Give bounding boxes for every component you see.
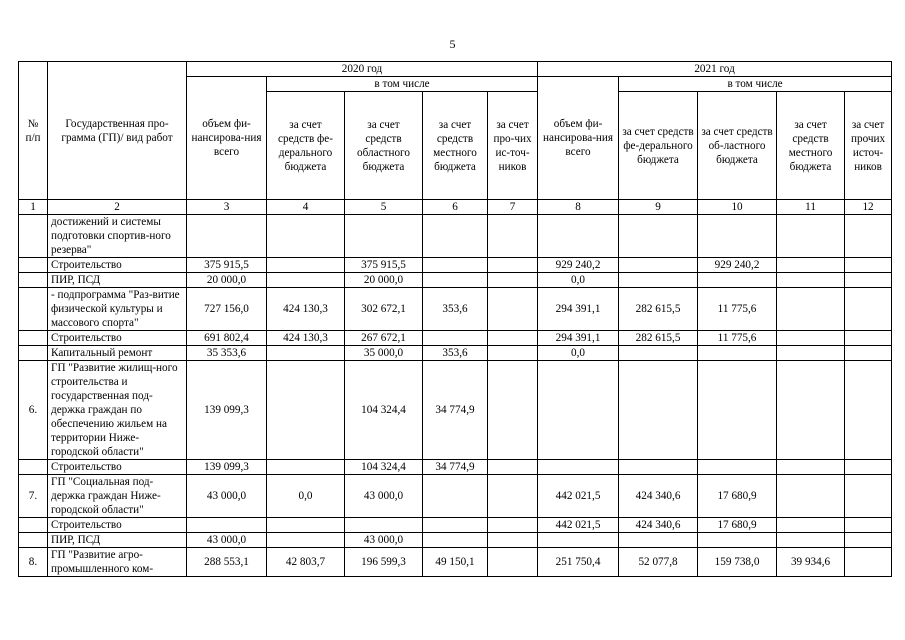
- column-number-cell: 8: [538, 200, 619, 215]
- value-cell: 11 775,6: [698, 288, 777, 331]
- value-cell: 42 803,7: [267, 548, 345, 577]
- value-cell: [619, 533, 698, 548]
- header-year-2021: 2021 год: [538, 62, 892, 77]
- value-cell: [488, 346, 538, 361]
- row-number-cell: [19, 460, 48, 475]
- value-cell: [777, 533, 845, 548]
- program-name-cell: достижений и системы подготовки спортив-ного резерва": [48, 215, 187, 258]
- value-cell: 49 150,1: [423, 548, 488, 577]
- value-cell: 0,0: [267, 475, 345, 518]
- column-number-cell: 12: [845, 200, 892, 215]
- value-cell: [423, 215, 488, 258]
- value-cell: 267 672,1: [345, 331, 423, 346]
- value-cell: [267, 518, 345, 533]
- value-cell: 139 099,3: [187, 361, 267, 460]
- value-cell: [777, 331, 845, 346]
- column-number-cell: 4: [267, 200, 345, 215]
- value-cell: [538, 361, 619, 460]
- value-cell: [845, 475, 892, 518]
- value-cell: [777, 518, 845, 533]
- column-number-cell: 3: [187, 200, 267, 215]
- value-cell: 159 738,0: [698, 548, 777, 577]
- program-name-cell: Строительство: [48, 460, 187, 475]
- header-total-2021: объем фи-нансирова-ния всего: [538, 77, 619, 200]
- value-cell: [488, 258, 538, 273]
- value-cell: [777, 273, 845, 288]
- header-year-2020: 2020 год: [187, 62, 538, 77]
- value-cell: [538, 460, 619, 475]
- table-row: [19, 548, 892, 577]
- table-row: [19, 518, 892, 533]
- value-cell: 251 750,4: [538, 548, 619, 577]
- value-cell: [488, 475, 538, 518]
- value-cell: 294 391,1: [538, 331, 619, 346]
- value-cell: 43 000,0: [187, 533, 267, 548]
- value-cell: [538, 533, 619, 548]
- table-row: [19, 460, 892, 475]
- value-cell: [845, 361, 892, 460]
- value-cell: 294 391,1: [538, 288, 619, 331]
- value-cell: 375 915,5: [187, 258, 267, 273]
- table-row: [19, 475, 892, 518]
- value-cell: [619, 273, 698, 288]
- row-number-cell: [19, 533, 48, 548]
- value-cell: [777, 475, 845, 518]
- value-cell: [267, 215, 345, 258]
- value-cell: [345, 518, 423, 533]
- header-local-2020: за счет средств местного бюджета: [423, 92, 488, 200]
- table-row: [19, 288, 892, 331]
- value-cell: [845, 460, 892, 475]
- header-including-2021: в том числе: [619, 77, 892, 92]
- value-cell: 139 099,3: [187, 460, 267, 475]
- value-cell: 34 774,9: [423, 460, 488, 475]
- table-row: [19, 258, 892, 273]
- value-cell: [187, 518, 267, 533]
- value-cell: 35 000,0: [345, 346, 423, 361]
- row-number-cell: [19, 331, 48, 346]
- value-cell: 52 077,8: [619, 548, 698, 577]
- column-number-cell: 11: [777, 200, 845, 215]
- value-cell: 17 680,9: [698, 518, 777, 533]
- value-cell: [698, 361, 777, 460]
- value-cell: [777, 361, 845, 460]
- header-regional-2020: за счет средств областного бюджета: [345, 92, 423, 200]
- value-cell: [777, 258, 845, 273]
- row-number-cell: [19, 273, 48, 288]
- column-number-cell: 2: [48, 200, 187, 215]
- table-row: [19, 533, 892, 548]
- value-cell: [267, 273, 345, 288]
- program-name-cell: Капитальный ремонт: [48, 346, 187, 361]
- value-cell: [777, 288, 845, 331]
- value-cell: [488, 518, 538, 533]
- value-cell: 43 000,0: [345, 533, 423, 548]
- header-including-2020: в том числе: [267, 77, 538, 92]
- value-cell: [777, 215, 845, 258]
- value-cell: [845, 548, 892, 577]
- value-cell: 282 615,5: [619, 331, 698, 346]
- value-cell: [423, 475, 488, 518]
- value-cell: [845, 533, 892, 548]
- header-col-no: № п/п: [19, 62, 48, 200]
- column-number-cell: 5: [345, 200, 423, 215]
- value-cell: 288 553,1: [187, 548, 267, 577]
- value-cell: 929 240,2: [538, 258, 619, 273]
- value-cell: 727 156,0: [187, 288, 267, 331]
- value-cell: 353,6: [423, 346, 488, 361]
- value-cell: [488, 460, 538, 475]
- header-other-2020: за счет про-чих ис-точ-ников: [488, 92, 538, 200]
- value-cell: 929 240,2: [698, 258, 777, 273]
- program-name-cell: ПИР, ПСД: [48, 533, 187, 548]
- value-cell: [619, 361, 698, 460]
- column-number-row: [19, 200, 892, 215]
- column-number-cell: 1: [19, 200, 48, 215]
- header-federal-2021: за счет средств фе-дерального бюджета: [619, 92, 698, 200]
- program-name-cell: Строительство: [48, 331, 187, 346]
- value-cell: [187, 215, 267, 258]
- value-cell: 11 775,6: [698, 331, 777, 346]
- value-cell: [777, 460, 845, 475]
- value-cell: 442 021,5: [538, 475, 619, 518]
- value-cell: [423, 533, 488, 548]
- row-number-cell: [19, 258, 48, 273]
- value-cell: [845, 331, 892, 346]
- program-name-cell: ГП "Развитие агро-промышленного ком-: [48, 548, 187, 577]
- value-cell: [619, 215, 698, 258]
- value-cell: [488, 288, 538, 331]
- value-cell: 39 934,6: [777, 548, 845, 577]
- value-cell: 43 000,0: [345, 475, 423, 518]
- header-regional-2021: за счет средств об-ластного бюджета: [698, 92, 777, 200]
- value-cell: [267, 361, 345, 460]
- header-col-program: Государственная про-грамма (ГП)/ вид работ: [48, 62, 187, 200]
- value-cell: 424 130,3: [267, 331, 345, 346]
- column-number-cell: 6: [423, 200, 488, 215]
- value-cell: [423, 331, 488, 346]
- header-federal-2020: за счет средств фе-дерального бюджета: [267, 92, 345, 200]
- value-cell: 691 802,4: [187, 331, 267, 346]
- table-body: [19, 215, 892, 577]
- column-number-cell: 7: [488, 200, 538, 215]
- value-cell: [698, 215, 777, 258]
- row-number-cell: 7.: [19, 475, 48, 518]
- value-cell: [845, 346, 892, 361]
- value-cell: [698, 533, 777, 548]
- row-number-cell: [19, 518, 48, 533]
- row-number-cell: 8.: [19, 548, 48, 577]
- program-name-cell: Строительство: [48, 518, 187, 533]
- value-cell: 424 130,3: [267, 288, 345, 331]
- value-cell: 20 000,0: [187, 273, 267, 288]
- value-cell: 353,6: [423, 288, 488, 331]
- value-cell: [698, 273, 777, 288]
- value-cell: [423, 518, 488, 533]
- header-total-2020: объем фи-нансирова-ния всего: [187, 77, 267, 200]
- column-number-cell: 10: [698, 200, 777, 215]
- program-name-cell: ПИР, ПСД: [48, 273, 187, 288]
- program-name-cell: ГП "Развитие жилищ-ного строительства и государственная под-держка граждан по обеспечению жильем на территории Ниже-городской области": [48, 361, 187, 460]
- value-cell: 104 324,4: [345, 460, 423, 475]
- value-cell: 35 353,6: [187, 346, 267, 361]
- value-cell: [619, 460, 698, 475]
- value-cell: [267, 346, 345, 361]
- value-cell: [619, 258, 698, 273]
- value-cell: 424 340,6: [619, 475, 698, 518]
- value-cell: 282 615,5: [619, 288, 698, 331]
- value-cell: [845, 273, 892, 288]
- value-cell: 0,0: [538, 346, 619, 361]
- value-cell: [488, 215, 538, 258]
- value-cell: 43 000,0: [187, 475, 267, 518]
- value-cell: 0,0: [538, 273, 619, 288]
- value-cell: 442 021,5: [538, 518, 619, 533]
- financing-table: [18, 61, 892, 577]
- value-cell: [488, 361, 538, 460]
- table-header: [19, 62, 892, 215]
- value-cell: [845, 288, 892, 331]
- row-number-cell: 6.: [19, 361, 48, 460]
- table-row: [19, 215, 892, 258]
- value-cell: [267, 460, 345, 475]
- value-cell: [423, 258, 488, 273]
- table-row: [19, 346, 892, 361]
- value-cell: 20 000,0: [345, 273, 423, 288]
- value-cell: [619, 346, 698, 361]
- value-cell: 34 774,9: [423, 361, 488, 460]
- value-cell: 424 340,6: [619, 518, 698, 533]
- program-name-cell: Строительство: [48, 258, 187, 273]
- value-cell: [423, 273, 488, 288]
- value-cell: [267, 258, 345, 273]
- value-cell: 104 324,4: [345, 361, 423, 460]
- value-cell: [845, 215, 892, 258]
- value-cell: [488, 548, 538, 577]
- table-row: [19, 273, 892, 288]
- value-cell: [488, 273, 538, 288]
- row-number-cell: [19, 215, 48, 258]
- header-local-2021: за счет средств местного бюджета: [777, 92, 845, 200]
- table-row: [19, 331, 892, 346]
- table-row: [19, 361, 892, 460]
- program-name-cell: ГП "Социальная под-держка граждан Ниже-городской области": [48, 475, 187, 518]
- value-cell: 375 915,5: [345, 258, 423, 273]
- value-cell: [698, 460, 777, 475]
- value-cell: [845, 518, 892, 533]
- value-cell: 196 599,3: [345, 548, 423, 577]
- value-cell: [488, 331, 538, 346]
- value-cell: 302 672,1: [345, 288, 423, 331]
- value-cell: [267, 533, 345, 548]
- value-cell: [538, 215, 619, 258]
- value-cell: [698, 346, 777, 361]
- column-number-cell: 9: [619, 200, 698, 215]
- value-cell: [777, 346, 845, 361]
- value-cell: [345, 215, 423, 258]
- row-number-cell: [19, 288, 48, 331]
- page-number: 5: [449, 37, 456, 51]
- row-number-cell: [19, 346, 48, 361]
- header-other-2021: за счет прочих источ-ников: [845, 92, 892, 200]
- value-cell: 17 680,9: [698, 475, 777, 518]
- value-cell: [488, 533, 538, 548]
- program-name-cell: - подпрограмма "Раз-витие физической культуры и массового спорта": [48, 288, 187, 331]
- value-cell: [845, 258, 892, 273]
